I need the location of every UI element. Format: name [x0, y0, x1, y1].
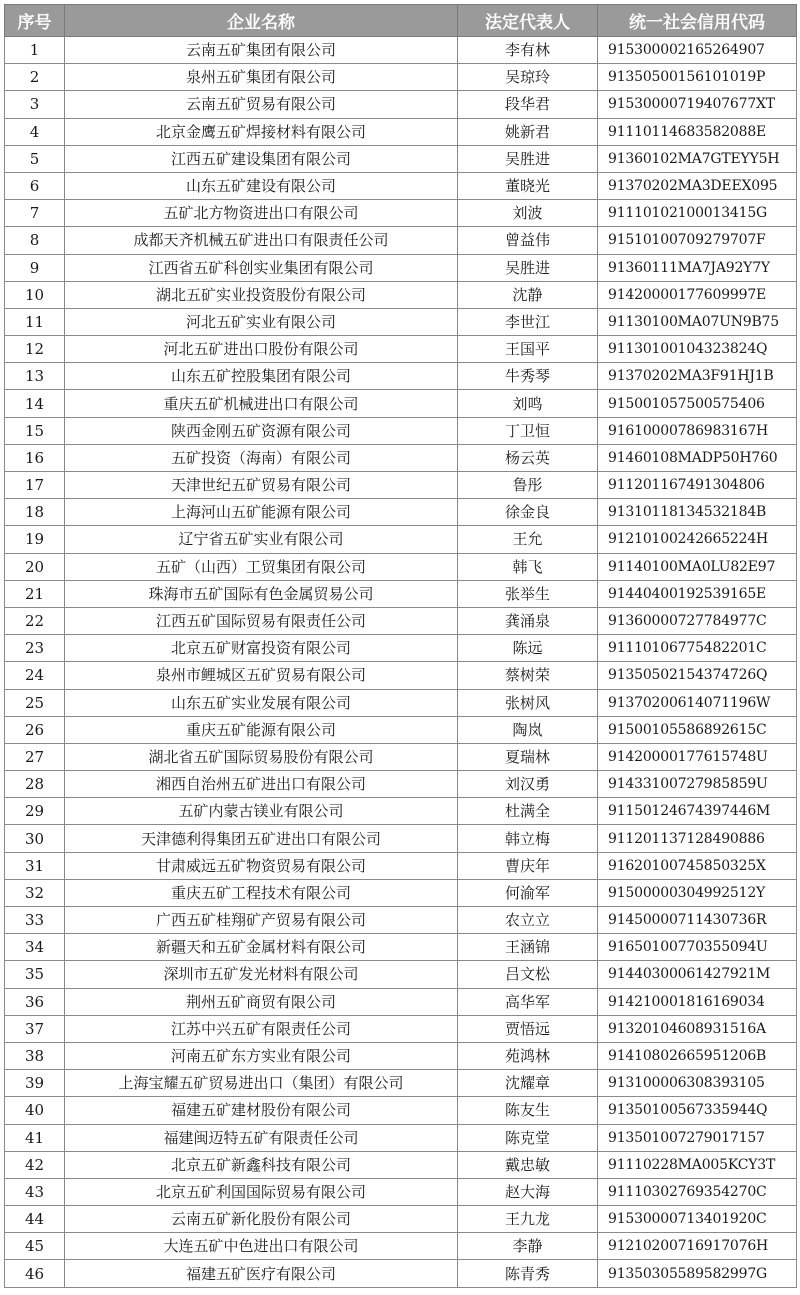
credit-code-cell: 91320104608931516A [598, 1015, 797, 1042]
legal-representative-cell: 陈远 [458, 635, 598, 662]
credit-code-cell: 91360000727784977C [598, 607, 797, 634]
serial-number-cell: 23 [5, 635, 65, 662]
company-name-cell: 陕西金刚五矿资源有限公司 [65, 417, 458, 444]
credit-code-cell: 91130100104323824Q [598, 336, 797, 363]
legal-representative-cell: 韩立梅 [458, 825, 598, 852]
legal-representative-cell: 王国平 [458, 336, 598, 363]
header-credit-code: 统一社会信用代码 [598, 5, 797, 37]
credit-code-cell: 91433100727985859U [598, 771, 797, 798]
legal-representative-cell: 陈克堂 [458, 1124, 598, 1151]
serial-number-cell: 38 [5, 1042, 65, 1069]
serial-number-cell: 39 [5, 1070, 65, 1097]
legal-representative-cell: 李静 [458, 1233, 598, 1260]
company-name-cell: 北京五矿利国国际贸易有限公司 [65, 1178, 458, 1205]
table-row [5, 553, 797, 580]
credit-code-cell: 91110228MA005KCY3T [598, 1151, 797, 1178]
legal-representative-cell: 张树风 [458, 689, 598, 716]
credit-code-cell: 91500105586892615C [598, 716, 797, 743]
legal-representative-cell: 高华军 [458, 988, 598, 1015]
credit-code-cell: 91350305589582997G [598, 1260, 797, 1287]
company-name-cell: 云南五矿贸易有限公司 [65, 91, 458, 118]
table-row [5, 1260, 797, 1287]
legal-representative-cell: 吴胜进 [458, 145, 598, 172]
legal-representative-cell: 苑鸿林 [458, 1042, 598, 1069]
company-name-cell: 北京金鹰五矿焊接材料有限公司 [65, 118, 458, 145]
credit-code-cell: 91110102100013415G [598, 200, 797, 227]
table-row [5, 988, 797, 1015]
serial-number-cell: 14 [5, 390, 65, 417]
serial-number-cell: 37 [5, 1015, 65, 1042]
table-row [5, 1042, 797, 1069]
serial-number-cell: 32 [5, 879, 65, 906]
credit-code-cell: 91370200614071196W [598, 689, 797, 716]
credit-code-cell: 91350100567335944Q [598, 1097, 797, 1124]
legal-representative-cell: 龚涌泉 [458, 607, 598, 634]
credit-code-cell: 91130100MA07UN9B75 [598, 308, 797, 335]
table-row [5, 417, 797, 444]
table-row [5, 580, 797, 607]
company-name-cell: 成都天齐机械五矿进出口有限责任公司 [65, 227, 458, 254]
header-company-name: 企业名称 [65, 5, 458, 37]
credit-code-cell: 91620100745850325X [598, 852, 797, 879]
serial-number-cell: 4 [5, 118, 65, 145]
legal-representative-cell: 陶岚 [458, 716, 598, 743]
company-name-cell: 珠海市五矿国际有色金属贸易公司 [65, 580, 458, 607]
credit-code-cell: 91310118134532184B [598, 499, 797, 526]
table-row [5, 172, 797, 199]
company-name-cell: 大连五矿中色进出口有限公司 [65, 1233, 458, 1260]
table-row [5, 91, 797, 118]
company-name-cell: 重庆五矿工程技术有限公司 [65, 879, 458, 906]
serial-number-cell: 3 [5, 91, 65, 118]
legal-representative-cell: 王九龙 [458, 1206, 598, 1233]
credit-code-cell: 91650100770355094U [598, 934, 797, 961]
legal-representative-cell: 杨云英 [458, 444, 598, 471]
company-name-cell: 五矿投资（海南）有限公司 [65, 444, 458, 471]
credit-code-cell: 91110114683582088E [598, 118, 797, 145]
company-name-cell: 云南五矿集团有限公司 [65, 37, 458, 64]
company-name-cell: 湘西自治州五矿进出口有限公司 [65, 771, 458, 798]
legal-representative-cell: 张举生 [458, 580, 598, 607]
table-row [5, 499, 797, 526]
credit-code-cell: 91530000713401920C [598, 1206, 797, 1233]
serial-number-cell: 34 [5, 934, 65, 961]
credit-code-cell: 91370202MA3F91HJ1B [598, 363, 797, 390]
company-name-cell: 山东五矿控股集团有限公司 [65, 363, 458, 390]
credit-code-cell: 91420000177615748U [598, 743, 797, 770]
serial-number-cell: 16 [5, 444, 65, 471]
serial-number-cell: 31 [5, 852, 65, 879]
table-row [5, 689, 797, 716]
credit-code-cell: 91350502154374726Q [598, 662, 797, 689]
table-row [5, 934, 797, 961]
company-name-cell: 河南五矿东方实业有限公司 [65, 1042, 458, 1069]
serial-number-cell: 13 [5, 363, 65, 390]
credit-code-cell: 914210001816169034 [598, 988, 797, 1015]
legal-representative-cell: 韩飞 [458, 553, 598, 580]
serial-number-cell: 20 [5, 553, 65, 580]
credit-code-cell: 91110106775482201C [598, 635, 797, 662]
company-name-cell: 上海宝耀五矿贸易进出口（集团）有限公司 [65, 1070, 458, 1097]
serial-number-cell: 2 [5, 64, 65, 91]
company-name-cell: 北京五矿财富投资有限公司 [65, 635, 458, 662]
table-row [5, 390, 797, 417]
credit-code-cell: 91500000304992512Y [598, 879, 797, 906]
table-row [5, 64, 797, 91]
legal-representative-cell: 王涵锦 [458, 934, 598, 961]
company-list-document [4, 4, 796, 1288]
table-row [5, 118, 797, 145]
serial-number-cell: 42 [5, 1151, 65, 1178]
legal-representative-cell: 徐金良 [458, 499, 598, 526]
table-row [5, 472, 797, 499]
company-name-cell: 五矿北方物资进出口有限公司 [65, 200, 458, 227]
credit-code-cell: 913501007279017157 [598, 1124, 797, 1151]
company-name-cell: 泉州五矿集团有限公司 [65, 64, 458, 91]
serial-number-cell: 5 [5, 145, 65, 172]
table-row [5, 308, 797, 335]
serial-number-cell: 41 [5, 1124, 65, 1151]
company-name-cell: 甘肃威远五矿物资贸易有限公司 [65, 852, 458, 879]
legal-representative-cell: 曹庆年 [458, 852, 598, 879]
table-row [5, 635, 797, 662]
company-name-cell: 五矿（山西）工贸集团有限公司 [65, 553, 458, 580]
company-name-cell: 云南五矿新化股份有限公司 [65, 1206, 458, 1233]
table-row [5, 336, 797, 363]
legal-representative-cell: 姚新君 [458, 118, 598, 145]
credit-code-cell: 91440400192539165E [598, 580, 797, 607]
serial-number-cell: 7 [5, 200, 65, 227]
serial-number-cell: 45 [5, 1233, 65, 1260]
table-row [5, 444, 797, 471]
legal-representative-cell: 吴琼玲 [458, 64, 598, 91]
table-row [5, 716, 797, 743]
company-name-cell: 湖北五矿实业投资股份有限公司 [65, 281, 458, 308]
serial-number-cell: 8 [5, 227, 65, 254]
company-name-cell: 山东五矿建设有限公司 [65, 172, 458, 199]
legal-representative-cell: 农立立 [458, 907, 598, 934]
table-row [5, 798, 797, 825]
table-row [5, 607, 797, 634]
credit-code-cell: 91360102MA7GTEYY5H [598, 145, 797, 172]
company-name-cell: 重庆五矿机械进出口有限公司 [65, 390, 458, 417]
legal-representative-cell: 赵大海 [458, 1178, 598, 1205]
credit-code-cell: 91210200716917076H [598, 1233, 797, 1260]
company-name-cell: 江西省五矿科创实业集团有限公司 [65, 254, 458, 281]
serial-number-cell: 25 [5, 689, 65, 716]
credit-code-cell: 91210100242665224H [598, 526, 797, 553]
serial-number-cell: 29 [5, 798, 65, 825]
legal-representative-cell: 何渝军 [458, 879, 598, 906]
company-name-cell: 上海河山五矿能源有限公司 [65, 499, 458, 526]
table-row [5, 662, 797, 689]
legal-representative-cell: 沈静 [458, 281, 598, 308]
serial-number-cell: 19 [5, 526, 65, 553]
table-row [5, 1151, 797, 1178]
serial-number-cell: 12 [5, 336, 65, 363]
table-row [5, 1097, 797, 1124]
legal-representative-cell: 夏瑞林 [458, 743, 598, 770]
serial-number-cell: 44 [5, 1206, 65, 1233]
credit-code-cell: 91360111MA7JA92Y7Y [598, 254, 797, 281]
serial-number-cell: 24 [5, 662, 65, 689]
header-row [5, 5, 797, 37]
credit-code-cell: 915300002165264907 [598, 37, 797, 64]
credit-code-cell: 915001057500575406 [598, 390, 797, 417]
table-row [5, 825, 797, 852]
legal-representative-cell: 李世江 [458, 308, 598, 335]
serial-number-cell: 40 [5, 1097, 65, 1124]
legal-representative-cell: 刘鸣 [458, 390, 598, 417]
credit-code-cell: 91370202MA3DEEX095 [598, 172, 797, 199]
company-name-cell: 新疆天和五矿金属材料有限公司 [65, 934, 458, 961]
table-row [5, 227, 797, 254]
company-name-cell: 江苏中兴五矿有限责任公司 [65, 1015, 458, 1042]
legal-representative-cell: 陈友生 [458, 1097, 598, 1124]
table-row [5, 1015, 797, 1042]
table-row [5, 526, 797, 553]
credit-code-cell: 91440300061427921M [598, 961, 797, 988]
company-name-cell: 江西五矿建设集团有限公司 [65, 145, 458, 172]
credit-code-cell: 91420000177609997E [598, 281, 797, 308]
legal-representative-cell: 牛秀琴 [458, 363, 598, 390]
legal-representative-cell: 刘波 [458, 200, 598, 227]
credit-code-cell: 91110302769354270C [598, 1178, 797, 1205]
table-row [5, 907, 797, 934]
serial-number-cell: 18 [5, 499, 65, 526]
serial-number-cell: 6 [5, 172, 65, 199]
table-row [5, 771, 797, 798]
credit-code-cell: 91530000719407677XT [598, 91, 797, 118]
company-name-cell: 福建五矿建材股份有限公司 [65, 1097, 458, 1124]
credit-code-cell: 911201137128490886 [598, 825, 797, 852]
table-row [5, 1124, 797, 1151]
table-body [5, 37, 797, 1288]
company-table [4, 4, 797, 1288]
company-name-cell: 天津世纪五矿贸易有限公司 [65, 472, 458, 499]
company-name-cell: 山东五矿实业发展有限公司 [65, 689, 458, 716]
table-row [5, 879, 797, 906]
serial-number-cell: 30 [5, 825, 65, 852]
table-row [5, 1233, 797, 1260]
table-row [5, 363, 797, 390]
company-name-cell: 河北五矿实业有限公司 [65, 308, 458, 335]
header-serial-number: 序号 [5, 5, 65, 37]
legal-representative-cell: 丁卫恒 [458, 417, 598, 444]
serial-number-cell: 1 [5, 37, 65, 64]
company-name-cell: 辽宁省五矿实业有限公司 [65, 526, 458, 553]
serial-number-cell: 9 [5, 254, 65, 281]
serial-number-cell: 46 [5, 1260, 65, 1287]
company-name-cell: 泉州市鲤城区五矿贸易有限公司 [65, 662, 458, 689]
serial-number-cell: 27 [5, 743, 65, 770]
legal-representative-cell: 沈耀章 [458, 1070, 598, 1097]
legal-representative-cell: 蔡树荣 [458, 662, 598, 689]
serial-number-cell: 26 [5, 716, 65, 743]
company-name-cell: 五矿内蒙古镁业有限公司 [65, 798, 458, 825]
header-legal-representative: 法定代表人 [458, 5, 598, 37]
table-row [5, 1206, 797, 1233]
table-row [5, 1178, 797, 1205]
legal-representative-cell: 段华君 [458, 91, 598, 118]
serial-number-cell: 43 [5, 1178, 65, 1205]
company-name-cell: 江西五矿国际贸易有限责任公司 [65, 607, 458, 634]
legal-representative-cell: 鲁彤 [458, 472, 598, 499]
legal-representative-cell: 戴忠敏 [458, 1151, 598, 1178]
company-name-cell: 福建五矿医疗有限公司 [65, 1260, 458, 1287]
table-row [5, 281, 797, 308]
serial-number-cell: 36 [5, 988, 65, 1015]
company-name-cell: 重庆五矿能源有限公司 [65, 716, 458, 743]
company-name-cell: 福建闽迈特五矿有限责任公司 [65, 1124, 458, 1151]
legal-representative-cell: 贾悟远 [458, 1015, 598, 1042]
serial-number-cell: 22 [5, 607, 65, 634]
legal-representative-cell: 李有林 [458, 37, 598, 64]
credit-code-cell: 91460108MADP50H760 [598, 444, 797, 471]
company-name-cell: 荆州五矿商贸有限公司 [65, 988, 458, 1015]
serial-number-cell: 15 [5, 417, 65, 444]
legal-representative-cell: 陈青秀 [458, 1260, 598, 1287]
legal-representative-cell: 刘汉勇 [458, 771, 598, 798]
company-name-cell: 北京五矿新鑫科技有限公司 [65, 1151, 458, 1178]
legal-representative-cell: 董晓光 [458, 172, 598, 199]
legal-representative-cell: 曾益伟 [458, 227, 598, 254]
credit-code-cell: 91450000711430736R [598, 907, 797, 934]
company-name-cell: 河北五矿进出口股份有限公司 [65, 336, 458, 363]
table-row [5, 37, 797, 64]
table-header [5, 5, 797, 37]
credit-code-cell: 91150124674397446M [598, 798, 797, 825]
company-name-cell: 深圳市五矿发光材料有限公司 [65, 961, 458, 988]
credit-code-cell: 911201167491304806 [598, 472, 797, 499]
serial-number-cell: 11 [5, 308, 65, 335]
legal-representative-cell: 王允 [458, 526, 598, 553]
legal-representative-cell: 吴胜进 [458, 254, 598, 281]
table-row [5, 254, 797, 281]
table-row [5, 145, 797, 172]
serial-number-cell: 35 [5, 961, 65, 988]
credit-code-cell: 91510100709279707F [598, 227, 797, 254]
legal-representative-cell: 杜满全 [458, 798, 598, 825]
table-row [5, 743, 797, 770]
serial-number-cell: 17 [5, 472, 65, 499]
company-name-cell: 天津德利得集团五矿进出口有限公司 [65, 825, 458, 852]
company-name-cell: 广西五矿桂翔矿产贸易有限公司 [65, 907, 458, 934]
serial-number-cell: 28 [5, 771, 65, 798]
serial-number-cell: 10 [5, 281, 65, 308]
table-row [5, 961, 797, 988]
table-row [5, 1070, 797, 1097]
credit-code-cell: 91140100MA0LU82E97 [598, 553, 797, 580]
serial-number-cell: 33 [5, 907, 65, 934]
credit-code-cell: 91350500156101019P [598, 64, 797, 91]
table-row [5, 852, 797, 879]
company-name-cell: 湖北省五矿国际贸易股份有限公司 [65, 743, 458, 770]
credit-code-cell: 913100006308393105 [598, 1070, 797, 1097]
table-row [5, 200, 797, 227]
credit-code-cell: 91410802665951206B [598, 1042, 797, 1069]
legal-representative-cell: 吕文松 [458, 961, 598, 988]
credit-code-cell: 91610000786983167H [598, 417, 797, 444]
serial-number-cell: 21 [5, 580, 65, 607]
